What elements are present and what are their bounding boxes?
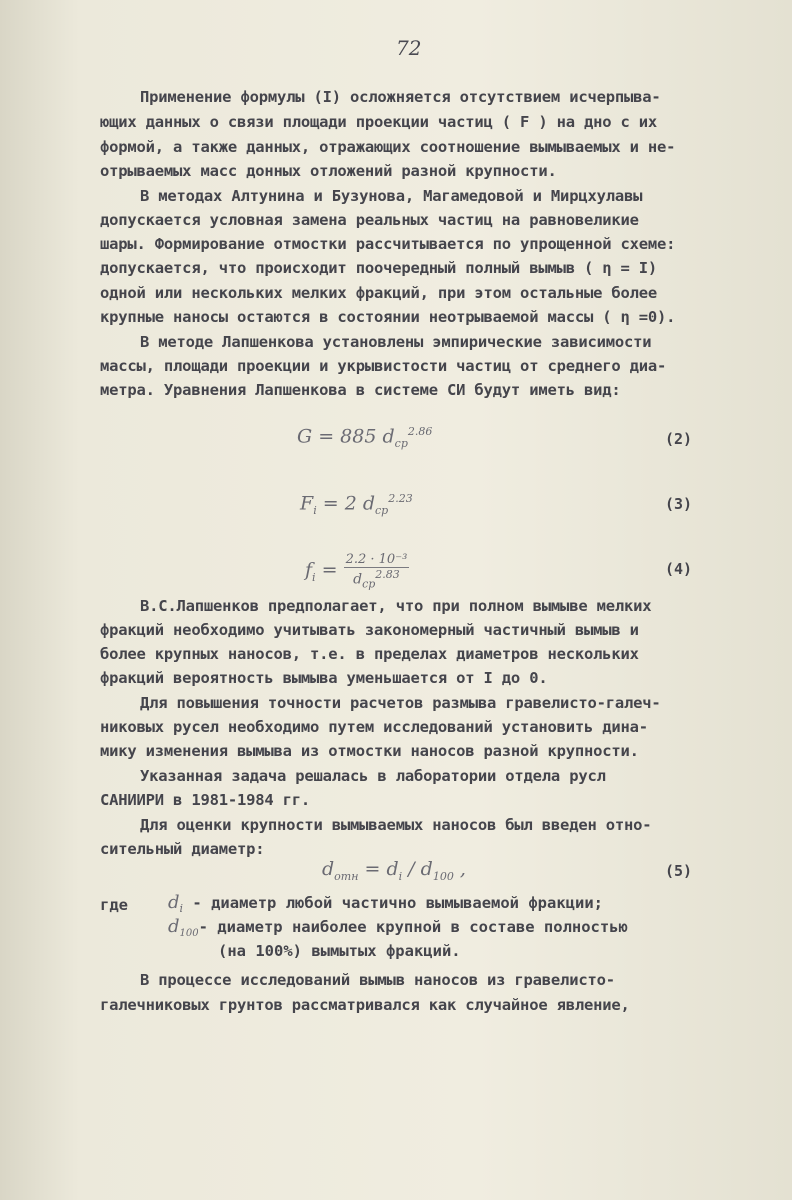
text-line: массы, площади проекции и укрывистости частиц от среднего диа-	[100, 357, 667, 375]
equation-5-b: = d	[364, 858, 399, 880]
text-line: мику изменения вымыва из отмостки наносов разной крупности.	[100, 742, 639, 760]
text-line: Для оценки крупности вымываемых наносов был введен отно-	[140, 816, 652, 834]
equation-4-den-sup: 2.83	[375, 568, 400, 581]
equation-2	[297, 425, 432, 450]
text-line: САНИИРИ в 1981-1984 гг.	[100, 791, 311, 809]
text-line: В методах Алтунина и Бузунова, Магамедовой и Мирцхулавы	[140, 187, 643, 205]
equation-3-lhs: F	[300, 492, 314, 515]
equation-5-c: / d	[408, 858, 433, 880]
equation-5	[322, 858, 466, 883]
equation-3-number: (3)	[665, 495, 693, 513]
text-line: допускается, что происходит поочередный полный вымыв ( η = I)	[100, 259, 658, 277]
where-label: где	[100, 896, 128, 914]
page-number: 72	[396, 36, 422, 60]
equation-4-lhs-sub: i	[312, 571, 316, 585]
d-100-sub: 100	[179, 928, 199, 940]
equation-4-denominator	[344, 568, 410, 590]
equation-2-sup: 2.86	[407, 425, 433, 438]
equation-4-eq: =	[321, 559, 338, 582]
text-line: метра. Уравнения Лапшенкова в системе СИ будут иметь вид:	[100, 381, 621, 399]
equation-5-number: (5)	[665, 862, 693, 880]
text-line: Для повышения точности расчетов размыва гравелисто-галеч-	[140, 694, 661, 712]
equation-5-sub-a: отн	[334, 869, 359, 883]
equation-4-numerator: 2.2 · 10⁻³	[345, 552, 408, 567]
d-i-text: - диаметр любой частично вымываемой фракции;	[192, 894, 604, 912]
equation-5-sub-c: 100	[432, 869, 454, 883]
equation-4	[305, 552, 409, 590]
d-100-symbol: d	[168, 916, 180, 937]
text-line: формой, а также данных, отражающих соотношение вымываемых и не-	[100, 138, 676, 156]
equation-4-number: (4)	[665, 560, 693, 578]
text-line: допускается условная замена реальных частиц на равновеликие	[100, 211, 639, 229]
equation-3-sup: 2.23	[388, 492, 413, 505]
text-line: никовых русел необходимо путем исследований установить дина-	[100, 718, 648, 736]
equation-2-lhs: G = 885 d	[297, 425, 395, 448]
text-line: В.С.Лапшенков предполагает, что при полном вымыве мелких	[140, 597, 652, 615]
d-100-text: - диаметр наиболее крупной в составе полностью	[198, 918, 628, 936]
equation-4-lhs: f	[305, 559, 313, 582]
equation-4-den-sub: ср	[362, 577, 376, 591]
equation-3-sub: ср	[375, 504, 389, 518]
text-line: ющих данных о связи площади проекции частиц ( F ) на дно с их	[100, 113, 658, 131]
equation-5-tail: ,	[459, 858, 466, 880]
text-line: фракций необходимо учитывать закономерный частичный вымыв и	[100, 621, 639, 639]
equation-4-den-symbol: d	[353, 571, 363, 588]
text-line: сительный диаметр:	[100, 840, 265, 858]
d-i-symbol: d	[168, 892, 180, 913]
text-line: шары. Формирование отмостки рассчитывается по упрощенной схеме:	[100, 235, 676, 253]
text-line: В процессе исследований вымыв наносов из гравелисто-	[140, 971, 615, 989]
text-line: Применение формулы (I) осложняется отсутствием исчерпыва-	[140, 88, 661, 106]
definition-d-100	[168, 916, 628, 939]
equation-3-lhs-sub: i	[313, 504, 317, 518]
definition-d-i	[168, 892, 603, 915]
text-line: Указанная задача решалась в лаборатории отдела русл	[140, 767, 606, 785]
definition-d-100-cont: (на 100%) вымытых фракций.	[218, 942, 461, 960]
d-i-sub: i	[179, 902, 184, 916]
equation-3	[300, 492, 413, 517]
text-line: отрываемых масс донных отложений разной крупности.	[100, 162, 557, 180]
text-line: галечниковых грунтов рассматривался как случайное явление,	[100, 996, 630, 1014]
equation-3-rhs: = 2 d	[322, 492, 376, 515]
text-line: В методе Лапшенкова установлены эмпирические зависимости	[140, 333, 652, 351]
equation-5-sub-b: i	[398, 869, 403, 883]
equation-5-a: d	[322, 858, 335, 880]
equation-2-number: (2)	[665, 430, 693, 448]
equation-4-fraction	[344, 552, 410, 590]
text-line: одной или нескольких мелких фракций, при этом остальные более	[100, 284, 658, 302]
equation-2-sub: ср	[394, 437, 408, 451]
text-line: фракций вероятность вымыва уменьшается от I до 0.	[100, 669, 548, 687]
text-line: более крупных наносов, т.е. в пределах диаметров нескольких	[100, 645, 639, 663]
text-line: крупные наносы остаются в состоянии неотрываемой массы ( η =0).	[100, 308, 676, 326]
